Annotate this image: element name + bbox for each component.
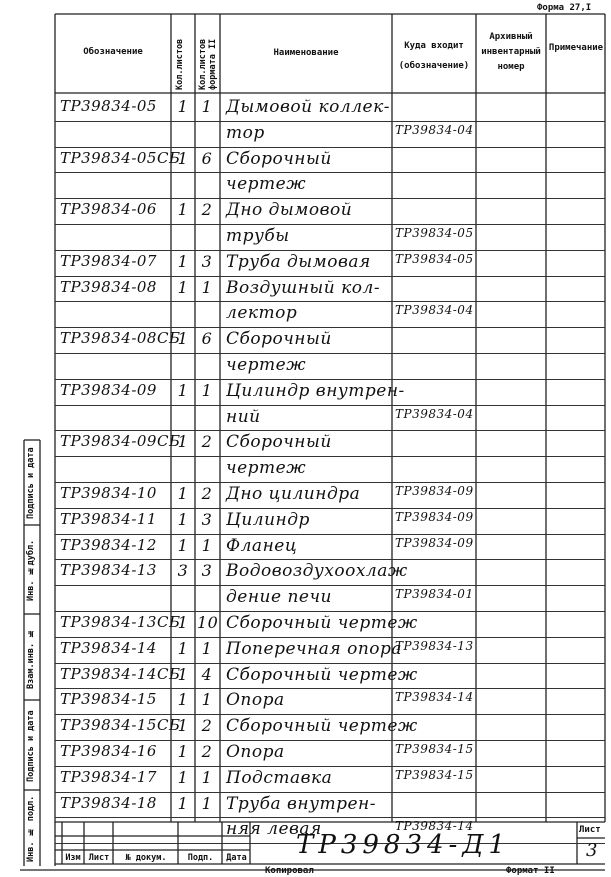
name-cell: Дымовой коллек-	[226, 97, 390, 117]
sheets-format-cell: 6	[201, 148, 213, 168]
sheets-format-cell: 1	[201, 793, 213, 813]
designation-cell: ТР39834-08СБ	[60, 329, 181, 348]
sheets-count-cell: 1	[177, 664, 189, 684]
name-cell: чертеж	[226, 355, 307, 375]
name-cell: Водовоздухоохлаж	[226, 561, 408, 582]
row-divider	[55, 482, 605, 483]
name-cell: Цилиндр	[226, 509, 310, 530]
header-name: Наименование	[273, 48, 339, 58]
row-divider	[55, 224, 605, 225]
sheets-format-cell: 2	[201, 484, 213, 503]
row-divider	[55, 405, 605, 406]
sheets-format-cell: 1	[201, 690, 213, 710]
tb-col-doc: № докум.	[125, 853, 167, 863]
name-cell: Опора	[226, 742, 285, 762]
row-divider	[55, 817, 605, 818]
sheet-label: Лист	[579, 825, 601, 835]
designation-cell: ТР39834-17	[60, 767, 157, 786]
sheets-count-cell: 1	[177, 251, 189, 271]
row-divider	[55, 276, 605, 277]
side-label-orig-inv: Инв. № подл.	[26, 795, 36, 863]
designation-cell: ТР39834-12	[60, 535, 157, 554]
sheets-count-cell: 1	[177, 484, 189, 503]
designation-cell: ТР39834-05СБ	[60, 148, 181, 167]
designation-cell: ТР39834-09	[60, 380, 157, 399]
name-cell: лектор	[226, 303, 298, 324]
row-divider	[55, 688, 605, 689]
where-used-cell: ТР39834-14	[395, 690, 474, 705]
name-cell: трубы	[226, 226, 290, 246]
sheets-format-cell: 3	[201, 561, 213, 581]
where-used-cell: ТР39834-14	[395, 819, 474, 834]
row-divider	[55, 121, 605, 122]
where-used-cell: ТР39834-04	[395, 122, 474, 137]
footer-format: Формат II	[506, 866, 555, 876]
sheets-count-cell: 1	[177, 277, 189, 297]
where-used-cell: ТР39834-05	[395, 251, 474, 266]
name-cell: дение печи	[226, 587, 332, 608]
designation-cell: ТР39834-06	[60, 200, 157, 219]
designation-cell: ТР39834-09СБ	[60, 432, 181, 451]
row-divider	[55, 508, 605, 509]
sheets-format-cell: 3	[201, 251, 213, 271]
side-label-dup-inv: Инв. №дубл.	[26, 539, 36, 601]
sheets-count-cell: 1	[177, 716, 189, 736]
row-divider	[55, 250, 605, 251]
row-divider	[55, 456, 605, 457]
designation-cell: ТР39834-07	[60, 251, 157, 270]
where-used-cell: ТР39834-13	[395, 638, 474, 653]
doc-code: ТР39834-Д1	[296, 830, 511, 860]
row-divider	[55, 198, 605, 199]
name-cell: Воздушный кол-	[226, 277, 381, 298]
row-divider	[55, 740, 605, 741]
row-divider	[55, 147, 605, 148]
name-cell: Сборочный чертеж	[226, 716, 418, 737]
row-divider	[55, 559, 605, 560]
sheets-format-cell: 2	[201, 742, 213, 761]
sheets-format-cell: 3	[201, 509, 213, 529]
name-cell: ний	[226, 406, 261, 427]
name-cell: Сборочный	[226, 432, 332, 453]
designation-cell: ТР39834-13	[60, 561, 157, 580]
sheets-count-cell: 1	[177, 148, 189, 168]
name-cell: Сборочный	[226, 148, 332, 169]
name-cell: чертеж	[226, 174, 307, 195]
sheet-number: 3	[586, 840, 598, 861]
name-cell: Труба дымовая	[226, 251, 371, 272]
sheets-count-cell: 1	[177, 690, 189, 710]
name-cell: Фланец	[226, 535, 298, 556]
name-cell: Опора	[226, 690, 285, 711]
side-label-replace-inv: Взам.инв. №	[26, 627, 36, 689]
name-cell: чертеж	[226, 458, 307, 479]
where-used-cell: ТР39834-04	[395, 406, 474, 421]
name-cell: Подставка	[226, 767, 333, 788]
sheets-count-cell: 1	[177, 200, 189, 220]
sheets-count-cell: 1	[177, 329, 189, 349]
sheets-format-cell: 1	[201, 535, 213, 555]
where-used-cell: ТР39834-05	[395, 226, 474, 240]
row-divider	[55, 792, 605, 793]
sheets-format-cell: 4	[201, 664, 213, 684]
sheets-count-cell: 1	[177, 380, 189, 400]
sheets-count-cell: 1	[177, 767, 189, 787]
designation-cell: ТР39834-14	[60, 638, 157, 657]
side-label-signature-1: Подпись и дата	[26, 447, 36, 519]
row-divider	[55, 301, 605, 302]
row-divider	[55, 611, 605, 612]
header-notes: Примечание	[548, 43, 604, 53]
sheets-format-cell: 1	[201, 97, 213, 116]
sheets-count-cell: 1	[177, 793, 189, 813]
name-cell: Поперечная опора	[226, 638, 403, 659]
row-divider	[55, 327, 605, 328]
row-divider	[55, 663, 605, 664]
designation-cell: ТР39834-15	[60, 690, 157, 709]
name-cell: няя левая	[226, 819, 322, 840]
sheets-format-cell: 2	[201, 200, 213, 220]
forma-label: Форма 27,I	[537, 3, 592, 13]
tb-col-sign: Подп.	[187, 853, 214, 863]
name-cell: Сборочный чертеж	[226, 613, 418, 633]
designation-cell: ТР39834-18	[60, 793, 157, 812]
header-sheets-count: Кол.листов	[175, 38, 185, 90]
where-used-cell: ТР39834-09	[395, 509, 474, 524]
row-divider	[55, 534, 605, 535]
header-designation: Обозначение	[83, 47, 143, 57]
designation-cell: ТР39834-13СБ	[60, 613, 181, 631]
name-cell: Дно дымовой	[226, 200, 353, 221]
where-used-cell: ТР39834-15	[395, 767, 474, 782]
sheets-format-cell: 6	[201, 329, 213, 349]
sheets-count-cell: 1	[177, 432, 189, 452]
tb-col-izm: Изм	[65, 853, 81, 863]
name-cell: Цилиндр внутрен-	[226, 380, 405, 401]
sheets-format-cell: 1	[201, 767, 213, 787]
name-cell: Сборочный чертеж	[226, 664, 418, 685]
where-used-cell: ТР39834-15	[395, 742, 474, 756]
sheets-count-cell: 1	[177, 509, 189, 529]
designation-cell: ТР39834-05	[60, 97, 157, 115]
designation-cell: ТР39834-15СБ	[60, 716, 181, 735]
where-used-cell: ТР39834-09	[395, 484, 474, 498]
sheets-count-cell: 3	[177, 561, 189, 581]
sheets-format-cell: 1	[201, 638, 213, 658]
sheets-count-cell: 1	[177, 613, 189, 632]
side-label-signature-2: Подпись и дата	[26, 710, 36, 782]
row-divider	[55, 585, 605, 586]
where-used-cell: ТР39834-01	[395, 587, 474, 602]
sheets-format-cell: 1	[201, 277, 213, 297]
sheets-format-cell: 2	[201, 716, 213, 736]
designation-cell: ТР39834-16	[60, 742, 157, 760]
sheets-format-cell: 2	[201, 432, 213, 452]
tb-col-list: Лист	[88, 853, 110, 863]
tb-col-date: Дата	[226, 853, 247, 863]
row-divider	[55, 714, 605, 715]
sheets-count-cell: 1	[177, 97, 189, 116]
where-used-cell: ТР39834-09	[395, 535, 474, 550]
sheets-format-cell: 10	[197, 613, 219, 632]
row-divider	[55, 353, 605, 354]
sheets-count-cell: 1	[177, 638, 189, 658]
row-divider	[55, 766, 605, 767]
designation-cell: ТР39834-10	[60, 484, 157, 502]
footer-copied: Копировал	[265, 866, 314, 876]
sheets-format-cell: 1	[201, 380, 213, 400]
name-cell: Труба внутрен-	[226, 793, 376, 814]
designation-cell: ТР39834-14СБ	[60, 664, 181, 683]
name-cell: Дно цилиндра	[226, 484, 361, 504]
designation-cell: ТР39834-08	[60, 277, 157, 296]
name-cell: Сборочный	[226, 329, 332, 350]
row-divider	[55, 430, 605, 431]
header-where-used: Куда входит (обозначение)	[398, 41, 470, 71]
where-used-cell: ТР39834-04	[395, 303, 474, 318]
row-divider	[55, 379, 605, 380]
row-divider	[55, 637, 605, 638]
sheets-count-cell: 1	[177, 535, 189, 555]
header-sheets-format: Кол.листов формата II	[198, 38, 218, 90]
name-cell: тор	[226, 122, 265, 143]
sheets-count-cell: 1	[177, 742, 189, 761]
header-archive-no: Архивный инвентарный номер	[481, 32, 541, 72]
row-divider	[55, 172, 605, 173]
designation-cell: ТР39834-11	[60, 509, 157, 528]
